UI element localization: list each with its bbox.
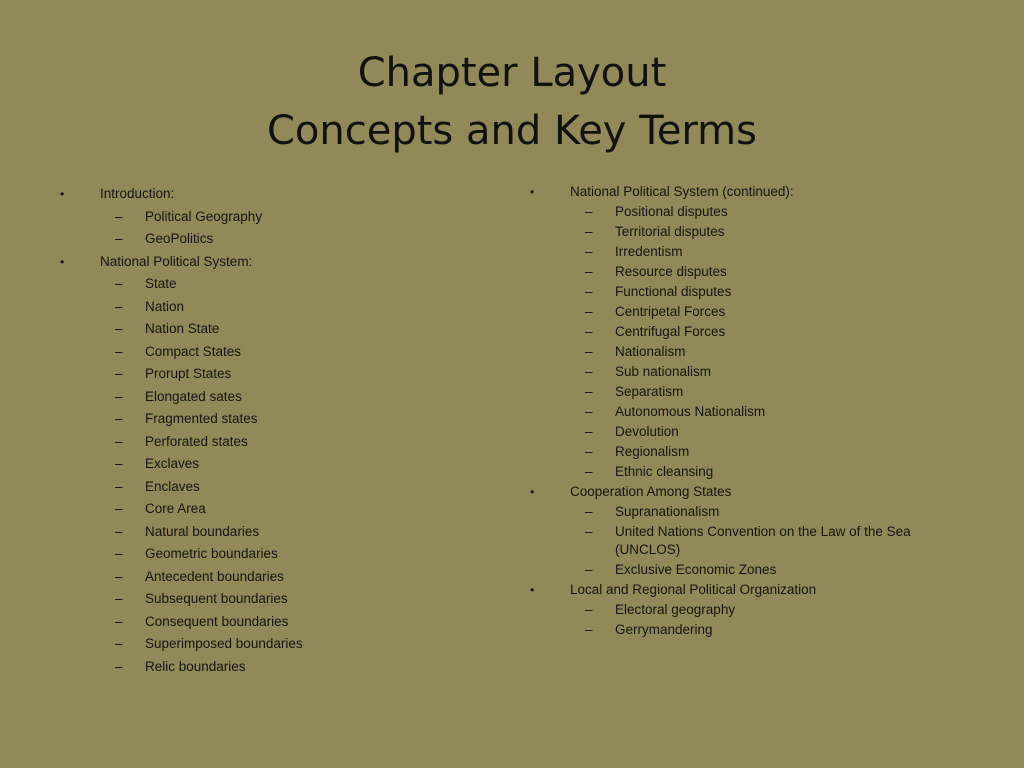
sub-bullet-item xyxy=(55,228,475,251)
sub-bullet-text: Regionalism xyxy=(615,444,690,459)
bullet-icon: • xyxy=(530,485,535,499)
dash-icon: – xyxy=(115,456,123,471)
sub-bullet-item xyxy=(55,498,475,521)
sub-bullet-item xyxy=(525,463,945,481)
dash-icon: – xyxy=(115,568,123,584)
sub-bullet-item xyxy=(55,431,475,454)
sub-bullet-item xyxy=(525,243,945,261)
sub-bullet-text: Separatism xyxy=(615,384,684,399)
sub-bullet-item xyxy=(55,318,475,341)
dash-icon: – xyxy=(585,464,593,479)
dash-icon: – xyxy=(585,244,593,259)
bullet-text: National Political System: xyxy=(100,253,253,269)
sub-bullet-text: Geometric boundaries xyxy=(145,546,278,561)
sub-bullet-text: Centrifugal Forces xyxy=(615,324,726,339)
dash-icon: – xyxy=(585,364,593,379)
dash-icon: – xyxy=(585,264,593,279)
sub-bullet-item xyxy=(525,503,945,521)
sub-bullet-item xyxy=(525,403,945,421)
dash-icon: – xyxy=(115,321,123,336)
dash-icon: – xyxy=(115,208,123,224)
bullet-icon: • xyxy=(530,583,535,597)
dash-icon: – xyxy=(115,636,123,651)
sub-bullet-text: Natural boundaries xyxy=(145,523,260,539)
dash-icon: – xyxy=(585,284,593,299)
sub-bullet-item xyxy=(525,561,945,579)
bullet-text: Local and Regional Political Organization xyxy=(570,582,817,597)
dash-icon: – xyxy=(585,204,593,219)
sub-bullet-item xyxy=(55,206,475,229)
sub-bullet-item xyxy=(55,363,475,386)
sub-bullet-item xyxy=(55,611,475,634)
sub-bullet-text: Sub nationalism xyxy=(615,364,712,379)
dash-icon: – xyxy=(115,433,123,449)
sub-bullet-text: Superimposed boundaries xyxy=(145,636,303,651)
sub-bullet-item xyxy=(55,633,475,656)
dash-icon: – xyxy=(115,388,123,404)
bullet-icon: • xyxy=(60,254,65,269)
sub-bullet-text: Consequent boundaries xyxy=(145,613,289,629)
dash-icon: – xyxy=(115,276,123,291)
bullet-item xyxy=(525,183,945,201)
sub-bullet-item xyxy=(525,263,945,281)
right-column xyxy=(525,183,945,641)
sub-bullet-item xyxy=(55,521,475,544)
sub-bullet-text: Perforated states xyxy=(145,433,248,449)
sub-bullet-text: Functional disputes xyxy=(615,284,732,299)
sub-bullet-item xyxy=(55,656,475,679)
bullet-item xyxy=(525,581,945,599)
dash-icon: – xyxy=(585,444,593,459)
bullet-item xyxy=(55,251,475,274)
sub-bullet-item xyxy=(525,423,945,441)
bullet-text: Cooperation Among States xyxy=(570,484,732,499)
bullet-item xyxy=(525,483,945,501)
sub-bullet-text: Positional disputes xyxy=(615,204,728,219)
dash-icon: – xyxy=(585,304,593,319)
dash-icon: – xyxy=(585,344,593,359)
dash-icon: – xyxy=(115,366,123,381)
dash-icon: – xyxy=(115,613,123,629)
dash-icon: – xyxy=(585,524,593,539)
dash-icon: – xyxy=(585,224,593,239)
sub-bullet-item xyxy=(55,453,475,476)
sub-bullet-text: United Nations Convention on the Law of the Sea (UNCLOS) xyxy=(615,524,911,557)
title-line-1: Chapter Layout xyxy=(357,50,667,96)
sub-bullet-item xyxy=(525,303,945,321)
left-column xyxy=(55,183,475,678)
sub-bullet-item xyxy=(525,621,945,639)
sub-bullet-text: Political Geography xyxy=(145,208,263,224)
sub-bullet-text: State xyxy=(145,276,177,291)
dash-icon: – xyxy=(115,298,123,314)
sub-bullet-item xyxy=(525,383,945,401)
sub-bullet-text: Core Area xyxy=(145,501,206,516)
sub-bullet-item xyxy=(55,296,475,319)
sub-bullet-item xyxy=(55,408,475,431)
dash-icon: – xyxy=(585,324,593,339)
bullet-item xyxy=(55,183,475,206)
dash-icon: – xyxy=(585,602,593,617)
sub-bullet-text: Exclaves xyxy=(145,456,200,471)
sub-bullet-text: Supranationalism xyxy=(615,504,720,519)
sub-bullet-text: Autonomous Nationalism xyxy=(615,404,766,419)
sub-bullet-text: Enclaves xyxy=(145,478,200,494)
sub-bullet-text: Nationalism xyxy=(615,344,686,359)
sub-bullet-text: Territorial disputes xyxy=(615,224,725,239)
sub-bullet-text: GeoPolitics xyxy=(145,231,214,246)
sub-bullet-text: Subsequent boundaries xyxy=(145,591,288,606)
sub-bullet-text: Nation State xyxy=(145,321,220,336)
bullet-icon: • xyxy=(60,187,65,201)
dash-icon: – xyxy=(115,478,123,494)
dash-icon: – xyxy=(585,384,593,399)
sub-bullet-text: Devolution xyxy=(615,424,679,439)
sub-bullet-item xyxy=(525,601,945,619)
dash-icon: – xyxy=(585,424,593,439)
sub-bullet-item xyxy=(55,543,475,566)
sub-bullet-text: Exclusive Economic Zones xyxy=(615,562,777,577)
sub-bullet-item xyxy=(55,476,475,499)
dash-icon: – xyxy=(115,591,123,606)
dash-icon: – xyxy=(115,343,123,359)
dash-icon: – xyxy=(585,504,593,519)
sub-bullet-item xyxy=(525,523,945,559)
title-line-2: Concepts and Key Terms xyxy=(267,108,757,154)
dash-icon: – xyxy=(585,622,593,637)
sub-bullet-item xyxy=(55,588,475,611)
dash-icon: – xyxy=(115,658,123,674)
bullet-text: Introduction: xyxy=(100,186,175,201)
sub-bullet-text: Nation xyxy=(145,298,185,314)
sub-bullet-item xyxy=(525,443,945,461)
dash-icon: – xyxy=(585,404,593,419)
sub-bullet-text: Antecedent boundaries xyxy=(145,568,284,584)
dash-icon: – xyxy=(115,523,123,539)
sub-bullet-text: Ethnic cleansing xyxy=(615,464,714,479)
bullet-icon: • xyxy=(530,185,535,199)
sub-bullet-item xyxy=(55,341,475,364)
sub-bullet-item xyxy=(525,363,945,381)
sub-bullet-text: Centripetal Forces xyxy=(615,304,726,319)
sub-bullet-item xyxy=(55,273,475,296)
sub-bullet-item xyxy=(525,283,945,301)
bullet-text: National Political System (continued): xyxy=(570,184,794,199)
sub-bullet-text: Compact States xyxy=(145,343,242,359)
sub-bullet-text: Resource disputes xyxy=(615,264,727,279)
dash-icon: – xyxy=(585,562,593,577)
sub-bullet-item xyxy=(55,386,475,409)
sub-bullet-text: Irredentism xyxy=(615,244,683,259)
sub-bullet-item xyxy=(55,566,475,589)
dash-icon: – xyxy=(115,231,123,246)
dash-icon: – xyxy=(115,546,123,561)
sub-bullet-text: Electoral geography xyxy=(615,602,736,617)
sub-bullet-item xyxy=(525,223,945,241)
sub-bullet-text: Elongated sates xyxy=(145,388,242,404)
dash-icon: – xyxy=(115,501,123,516)
sub-bullet-text: Prorupt States xyxy=(145,366,232,381)
sub-bullet-item xyxy=(525,203,945,221)
sub-bullet-text: Fragmented states xyxy=(145,411,258,426)
sub-bullet-text: Gerrymandering xyxy=(615,622,713,637)
sub-bullet-item xyxy=(525,323,945,341)
sub-bullet-text: Relic boundaries xyxy=(145,658,246,674)
dash-icon: – xyxy=(115,411,123,426)
sub-bullet-item xyxy=(525,343,945,361)
slide-title xyxy=(0,44,1024,160)
